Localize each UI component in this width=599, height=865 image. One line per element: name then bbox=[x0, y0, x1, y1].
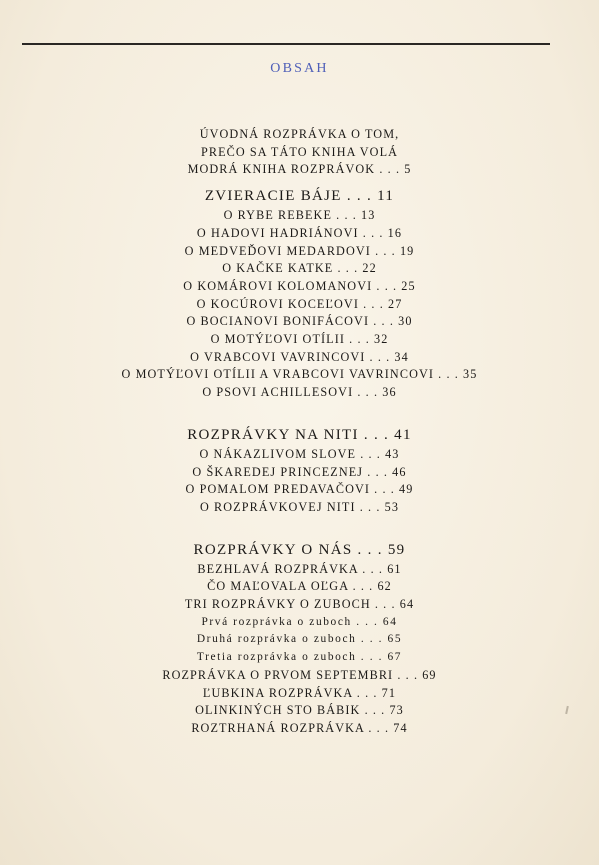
toc-entry: O MOTÝĽOVI OTÍLII . . . 32 bbox=[210, 332, 389, 347]
section-zvieracie-baje bbox=[0, 185, 599, 402]
intro-line-3: MODRÁ KNIHA ROZPRÁVOK . . . 5 bbox=[187, 162, 412, 177]
toc-entry: O HADOVI HADRIÁNOVI . . . 16 bbox=[196, 225, 403, 240]
toc-entry: O VRABCOVI VAVRINCOVI . . . 34 bbox=[190, 349, 409, 364]
toc-entry: O ŠKAREDEJ PRINCEZNEJ . . . 46 bbox=[192, 464, 407, 479]
toc-entry: OLINKINÝCH STO BÁBIK . . . 73 bbox=[195, 703, 404, 718]
table-of-contents bbox=[0, 126, 599, 738]
section-heading: ROZPRÁVKY O NÁS . . . 59 bbox=[193, 541, 406, 558]
toc-entry: ČO MAĽOVALA OĽGA . . . 62 bbox=[207, 579, 392, 594]
toc-entry: O PSOVI ACHILLESOVI . . . 36 bbox=[202, 385, 397, 400]
toc-subentry: Tretia rozprávka o zuboch . . . 67 bbox=[196, 651, 403, 664]
intro-line-1: ÚVODNÁ ROZPRÁVKA O TOM, bbox=[199, 127, 400, 141]
toc-entry: O ROZPRÁVKOVEJ NITI . . . 53 bbox=[199, 499, 400, 514]
toc-entry: TRI ROZPRÁVKY O ZUBOCH . . . 64 bbox=[184, 597, 415, 612]
toc-entry: O KAČKE KATKE . . . 22 bbox=[222, 261, 377, 276]
toc-entry: O KOCÚROVI KOCEĽOVI . . . 27 bbox=[196, 296, 403, 311]
toc-entry: O MEDVEĎOVI MEDARDOVI . . . 19 bbox=[184, 243, 415, 258]
section-rozpravky-o-nas bbox=[0, 539, 599, 738]
intro-line-2: PREČO SA TÁTO KNIHA VOLÁ bbox=[200, 144, 399, 159]
intro-entry bbox=[0, 126, 599, 179]
toc-entry: O KOMÁROVI KOLOMANOVI . . . 25 bbox=[183, 278, 416, 293]
toc-subentry: Druhá rozprávka o zuboch . . . 65 bbox=[196, 633, 403, 646]
toc-entry: O NÁKAZLIVOM SLOVE . . . 43 bbox=[199, 446, 400, 461]
toc-entry: BEZHLAVÁ ROZPRÁVKA . . . 61 bbox=[197, 561, 402, 576]
toc-entry: ROZTRHANÁ ROZPRÁVKA . . . 74 bbox=[191, 720, 408, 735]
toc-entry: O POMALOM PREDAVAČOVI . . . 49 bbox=[185, 482, 414, 497]
toc-entry: O RYBE REBEKE . . . 13 bbox=[223, 208, 376, 223]
section-heading: ZVIERACIE BÁJE . . . 11 bbox=[204, 188, 395, 205]
toc-entry: ROZPRÁVKA O PRVOM SEPTEMBRI . . . 69 bbox=[162, 667, 437, 682]
toc-entry: O MOTÝĽOVI OTÍLII A VRABCOVI VAVRINCOVI . . . 35 bbox=[121, 367, 478, 382]
top-rule bbox=[22, 43, 550, 45]
page-title: OBSAH bbox=[270, 61, 329, 76]
toc-subentry: Prvá rozprávka o zuboch . . . 64 bbox=[201, 615, 398, 628]
toc-entry: ĽUBKINA ROZPRÁVKA . . . 71 bbox=[202, 685, 397, 700]
toc-entry: O BOCIANOVI BONIFÁCOVI . . . 30 bbox=[186, 314, 413, 329]
section-heading: ROZPRÁVKY NA NITI . . . 41 bbox=[187, 426, 412, 443]
section-rozpravky-na-niti bbox=[0, 424, 599, 517]
